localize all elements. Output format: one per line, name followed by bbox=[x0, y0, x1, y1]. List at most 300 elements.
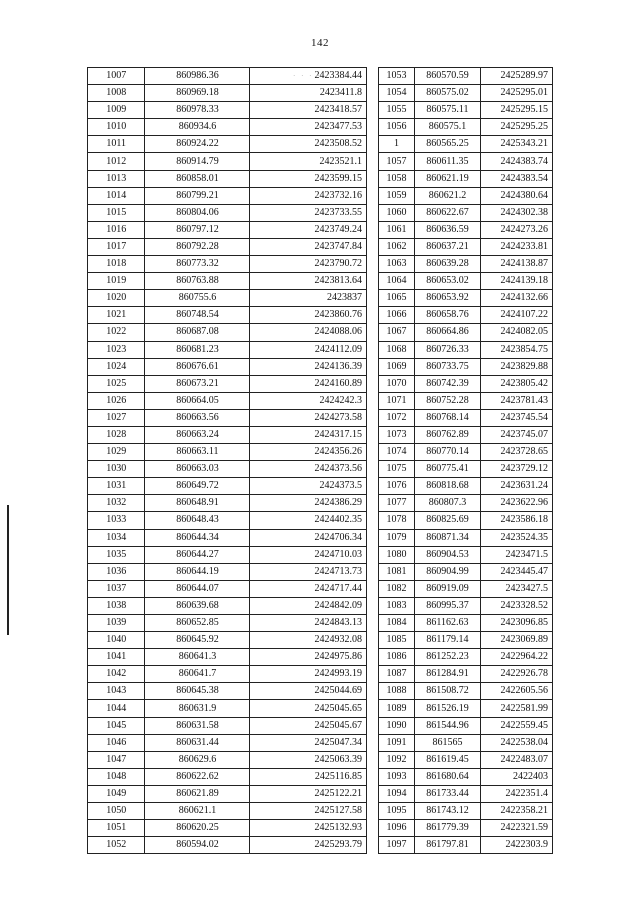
table-row bbox=[379, 751, 553, 768]
x-coordinate: 860639.68 bbox=[145, 597, 250, 614]
table-row bbox=[379, 649, 553, 666]
x-coordinate: 860611.35 bbox=[415, 153, 481, 170]
table-row bbox=[379, 768, 553, 785]
x-coordinate: 860570.59 bbox=[415, 68, 481, 85]
point-number: 1062 bbox=[379, 238, 415, 255]
point-number: 1022 bbox=[88, 324, 145, 341]
x-coordinate: 860637.21 bbox=[415, 238, 481, 255]
point-number: 1081 bbox=[379, 563, 415, 580]
point-number: 1034 bbox=[88, 529, 145, 546]
y-coordinate: 2423418.57 bbox=[250, 102, 367, 119]
x-coordinate: 860663.03 bbox=[145, 461, 250, 478]
table-row bbox=[88, 290, 367, 307]
point-number: 1083 bbox=[379, 597, 415, 614]
y-coordinate: 2422605.56 bbox=[481, 683, 553, 700]
x-coordinate: 860631.44 bbox=[145, 734, 250, 751]
point-number: 1097 bbox=[379, 837, 415, 854]
point-number: 1011 bbox=[88, 136, 145, 153]
point-number: 1031 bbox=[88, 478, 145, 495]
x-coordinate: 860621.19 bbox=[415, 170, 481, 187]
point-number: 1067 bbox=[379, 324, 415, 341]
table-row bbox=[88, 273, 367, 290]
x-coordinate: 860797.12 bbox=[145, 221, 250, 238]
y-coordinate: 2424273.58 bbox=[250, 409, 367, 426]
y-coordinate: 2423728.65 bbox=[481, 444, 553, 461]
x-coordinate: 860664.05 bbox=[145, 392, 250, 409]
y-coordinate: 2423745.07 bbox=[481, 426, 553, 443]
y-coordinate: 2424843.13 bbox=[250, 615, 367, 632]
point-number: 1049 bbox=[88, 785, 145, 802]
table-row bbox=[88, 700, 367, 717]
table-row bbox=[379, 119, 553, 136]
y-coordinate: 2422538.04 bbox=[481, 734, 553, 751]
point-number: 1079 bbox=[379, 529, 415, 546]
table-row bbox=[379, 341, 553, 358]
table-row bbox=[379, 290, 553, 307]
y-coordinate: 2423477.53 bbox=[250, 119, 367, 136]
y-coordinate: 2424356.26 bbox=[250, 444, 367, 461]
point-number: 1026 bbox=[88, 392, 145, 409]
x-coordinate: 861526.19 bbox=[415, 700, 481, 717]
x-coordinate: 860871.34 bbox=[415, 529, 481, 546]
x-coordinate: 860773.32 bbox=[145, 256, 250, 273]
y-coordinate: 2425047.34 bbox=[250, 734, 367, 751]
table-row bbox=[379, 734, 553, 751]
x-coordinate: 861252.23 bbox=[415, 649, 481, 666]
x-coordinate: 860733.75 bbox=[415, 358, 481, 375]
table-row bbox=[88, 546, 367, 563]
y-coordinate: 2424386.29 bbox=[250, 495, 367, 512]
table-row bbox=[379, 785, 553, 802]
coordinates-table-right-body bbox=[379, 68, 553, 854]
point-number: 1025 bbox=[88, 375, 145, 392]
table-row bbox=[88, 649, 367, 666]
x-coordinate: 860621.1 bbox=[145, 803, 250, 820]
table-row bbox=[88, 461, 367, 478]
y-coordinate: 2424273.26 bbox=[481, 221, 553, 238]
table-row bbox=[88, 529, 367, 546]
point-number: 1059 bbox=[379, 187, 415, 204]
y-coordinate: 2425045.67 bbox=[250, 717, 367, 734]
point-number: 1075 bbox=[379, 461, 415, 478]
x-coordinate: 860726.33 bbox=[415, 341, 481, 358]
point-number: 1074 bbox=[379, 444, 415, 461]
y-coordinate: 2424706.34 bbox=[250, 529, 367, 546]
y-coordinate: 2424993.19 bbox=[250, 666, 367, 683]
x-coordinate: 860631.9 bbox=[145, 700, 250, 717]
point-number: 1028 bbox=[88, 426, 145, 443]
y-coordinate: 2423631.24 bbox=[481, 478, 553, 495]
coordinates-table-left bbox=[87, 67, 367, 854]
table-row bbox=[88, 102, 367, 119]
y-coordinate: 2425295.01 bbox=[481, 85, 553, 102]
point-number: 1060 bbox=[379, 204, 415, 221]
table-row bbox=[88, 444, 367, 461]
y-coordinate: 2424932.08 bbox=[250, 632, 367, 649]
x-coordinate: 860565.25 bbox=[415, 136, 481, 153]
table-row bbox=[379, 170, 553, 187]
table-row bbox=[88, 512, 367, 529]
x-coordinate: 860631.58 bbox=[145, 717, 250, 734]
scan-artifact-dots: · · · · bbox=[293, 72, 322, 80]
y-coordinate: 2424717.44 bbox=[250, 580, 367, 597]
x-coordinate: 861619.45 bbox=[415, 751, 481, 768]
table-row bbox=[379, 837, 553, 854]
x-coordinate: 860676.61 bbox=[145, 358, 250, 375]
table-row bbox=[88, 119, 367, 136]
y-coordinate: 2425295.15 bbox=[481, 102, 553, 119]
y-coordinate: 2423599.15 bbox=[250, 170, 367, 187]
y-coordinate: 2422303.9 bbox=[481, 837, 553, 854]
table-row bbox=[379, 495, 553, 512]
table-row bbox=[379, 324, 553, 341]
table-row bbox=[88, 85, 367, 102]
point-number: 1023 bbox=[88, 341, 145, 358]
x-coordinate: 860914.79 bbox=[145, 153, 250, 170]
table-row bbox=[379, 153, 553, 170]
table-row bbox=[88, 717, 367, 734]
y-coordinate: 2424132.66 bbox=[481, 290, 553, 307]
x-coordinate: 861680.64 bbox=[415, 768, 481, 785]
table-row bbox=[379, 238, 553, 255]
x-coordinate: 861179.14 bbox=[415, 632, 481, 649]
point-number: 1014 bbox=[88, 187, 145, 204]
x-coordinate: 860636.59 bbox=[415, 221, 481, 238]
x-coordinate: 860904.99 bbox=[415, 563, 481, 580]
table-row bbox=[88, 256, 367, 273]
y-coordinate: 2422321.59 bbox=[481, 820, 553, 837]
point-number: 1057 bbox=[379, 153, 415, 170]
table-row bbox=[379, 700, 553, 717]
x-coordinate: 860995.37 bbox=[415, 597, 481, 614]
x-coordinate: 860904.53 bbox=[415, 546, 481, 563]
y-coordinate: 2424160.89 bbox=[250, 375, 367, 392]
point-number: 1054 bbox=[379, 85, 415, 102]
point-number: 1020 bbox=[88, 290, 145, 307]
y-coordinate: 2424383.74 bbox=[481, 153, 553, 170]
y-coordinate: 2423837 bbox=[250, 290, 367, 307]
table-row bbox=[88, 153, 367, 170]
y-coordinate: 2423747.84 bbox=[250, 238, 367, 255]
table-row bbox=[88, 204, 367, 221]
table-row bbox=[379, 102, 553, 119]
point-number: 1050 bbox=[88, 803, 145, 820]
point-number: 1085 bbox=[379, 632, 415, 649]
y-coordinate: 2423524.35 bbox=[481, 529, 553, 546]
table-row bbox=[88, 632, 367, 649]
y-coordinate: 2423781.43 bbox=[481, 392, 553, 409]
table-row bbox=[379, 512, 553, 529]
table-row bbox=[88, 683, 367, 700]
y-coordinate: 2425289.97 bbox=[481, 68, 553, 85]
y-coordinate: 2424383.54 bbox=[481, 170, 553, 187]
table-row bbox=[88, 734, 367, 751]
x-coordinate: 860649.72 bbox=[145, 478, 250, 495]
table-row bbox=[379, 273, 553, 290]
table-row bbox=[379, 717, 553, 734]
table-row bbox=[88, 837, 367, 854]
point-number: 1093 bbox=[379, 768, 415, 785]
point-number: 1055 bbox=[379, 102, 415, 119]
y-coordinate: 2422559.45 bbox=[481, 717, 553, 734]
y-coordinate: 2423471.5 bbox=[481, 546, 553, 563]
y-coordinate: 2422926.78 bbox=[481, 666, 553, 683]
x-coordinate: 860648.91 bbox=[145, 495, 250, 512]
y-coordinate: 2422483.07 bbox=[481, 751, 553, 768]
point-number: 1068 bbox=[379, 341, 415, 358]
x-coordinate: 860653.02 bbox=[415, 273, 481, 290]
point-number: 1043 bbox=[88, 683, 145, 700]
point-number: 1090 bbox=[379, 717, 415, 734]
point-number: 1065 bbox=[379, 290, 415, 307]
table-row bbox=[88, 68, 367, 85]
table-row bbox=[379, 409, 553, 426]
table-row bbox=[379, 563, 553, 580]
point-number: 1078 bbox=[379, 512, 415, 529]
y-coordinate: 2423508.52 bbox=[250, 136, 367, 153]
table-row bbox=[379, 68, 553, 85]
point-number: 1027 bbox=[88, 409, 145, 426]
table-row bbox=[379, 580, 553, 597]
table-row bbox=[88, 358, 367, 375]
point-number: 1056 bbox=[379, 119, 415, 136]
x-coordinate: 860858.01 bbox=[145, 170, 250, 187]
x-coordinate: 861565 bbox=[415, 734, 481, 751]
point-number: 1088 bbox=[379, 683, 415, 700]
x-coordinate: 860644.34 bbox=[145, 529, 250, 546]
y-coordinate: 2423622.96 bbox=[481, 495, 553, 512]
point-number: 1033 bbox=[88, 512, 145, 529]
point-number: 1045 bbox=[88, 717, 145, 734]
point-number: 1077 bbox=[379, 495, 415, 512]
table-row bbox=[379, 256, 553, 273]
table-row bbox=[379, 615, 553, 632]
point-number: 1073 bbox=[379, 426, 415, 443]
point-number: 1080 bbox=[379, 546, 415, 563]
y-coordinate: 2425132.93 bbox=[250, 820, 367, 837]
point-number: 1094 bbox=[379, 785, 415, 802]
y-coordinate: 2424842.09 bbox=[250, 597, 367, 614]
y-coordinate: 2423860.76 bbox=[250, 307, 367, 324]
point-number: 1095 bbox=[379, 803, 415, 820]
point-number: 1052 bbox=[88, 837, 145, 854]
x-coordinate: 861733.44 bbox=[415, 785, 481, 802]
x-coordinate: 860648.43 bbox=[145, 512, 250, 529]
point-number: 1021 bbox=[88, 307, 145, 324]
table-row bbox=[379, 820, 553, 837]
point-number: 1082 bbox=[379, 580, 415, 597]
point-number: 1041 bbox=[88, 649, 145, 666]
x-coordinate: 860818.68 bbox=[415, 478, 481, 495]
table-row bbox=[88, 170, 367, 187]
point-number: 1072 bbox=[379, 409, 415, 426]
point-number: 1038 bbox=[88, 597, 145, 614]
table-row bbox=[88, 238, 367, 255]
y-coordinate: 2423749.24 bbox=[250, 221, 367, 238]
x-coordinate: 860748.54 bbox=[145, 307, 250, 324]
point-number: 1037 bbox=[88, 580, 145, 597]
table-row bbox=[379, 461, 553, 478]
y-coordinate: 2423069.89 bbox=[481, 632, 553, 649]
y-coordinate: 2425116.85 bbox=[250, 768, 367, 785]
x-coordinate: 860644.27 bbox=[145, 546, 250, 563]
y-coordinate: 2423096.85 bbox=[481, 615, 553, 632]
x-coordinate: 860673.21 bbox=[145, 375, 250, 392]
table-row bbox=[379, 221, 553, 238]
y-coordinate: 2423829.88 bbox=[481, 358, 553, 375]
point-number: 1051 bbox=[88, 820, 145, 837]
table-row bbox=[88, 563, 367, 580]
point-number: 1030 bbox=[88, 461, 145, 478]
x-coordinate: 860663.11 bbox=[145, 444, 250, 461]
x-coordinate: 860621.89 bbox=[145, 785, 250, 802]
y-coordinate: 2425063.39 bbox=[250, 751, 367, 768]
table-row bbox=[379, 426, 553, 443]
y-coordinate: 2425343.21 bbox=[481, 136, 553, 153]
table-row bbox=[88, 580, 367, 597]
x-coordinate: 860575.1 bbox=[415, 119, 481, 136]
point-number: 1064 bbox=[379, 273, 415, 290]
y-coordinate: 2424107.22 bbox=[481, 307, 553, 324]
x-coordinate: 860934.6 bbox=[145, 119, 250, 136]
y-coordinate: 2424380.64 bbox=[481, 187, 553, 204]
table-row bbox=[88, 341, 367, 358]
table-row bbox=[379, 392, 553, 409]
table-row bbox=[88, 392, 367, 409]
table-row bbox=[88, 785, 367, 802]
point-number: 1053 bbox=[379, 68, 415, 85]
table-row bbox=[379, 358, 553, 375]
x-coordinate: 860969.18 bbox=[145, 85, 250, 102]
y-coordinate: 2425122.21 bbox=[250, 785, 367, 802]
point-number: 1096 bbox=[379, 820, 415, 837]
table-row bbox=[88, 820, 367, 837]
point-number: 1010 bbox=[88, 119, 145, 136]
table-row bbox=[88, 375, 367, 392]
table-row bbox=[379, 529, 553, 546]
y-coordinate: 2423729.12 bbox=[481, 461, 553, 478]
x-coordinate: 860770.14 bbox=[415, 444, 481, 461]
table-row bbox=[379, 597, 553, 614]
y-coordinate: 2424082.05 bbox=[481, 324, 553, 341]
x-coordinate: 860687.08 bbox=[145, 324, 250, 341]
x-coordinate: 860807.3 bbox=[415, 495, 481, 512]
point-number: 1019 bbox=[88, 273, 145, 290]
x-coordinate: 860924.22 bbox=[145, 136, 250, 153]
table-row bbox=[379, 803, 553, 820]
x-coordinate: 860575.02 bbox=[415, 85, 481, 102]
point-number: 1018 bbox=[88, 256, 145, 273]
x-coordinate: 860645.38 bbox=[145, 683, 250, 700]
point-number: 1092 bbox=[379, 751, 415, 768]
y-coordinate: 2424242.3 bbox=[250, 392, 367, 409]
y-coordinate: 2422964.22 bbox=[481, 649, 553, 666]
x-coordinate: 860641.3 bbox=[145, 649, 250, 666]
x-coordinate: 860622.67 bbox=[415, 204, 481, 221]
x-coordinate: 860762.89 bbox=[415, 426, 481, 443]
point-number: 1061 bbox=[379, 221, 415, 238]
x-coordinate: 860575.11 bbox=[415, 102, 481, 119]
table-row bbox=[88, 187, 367, 204]
point-number: 1013 bbox=[88, 170, 145, 187]
point-number: 1029 bbox=[88, 444, 145, 461]
y-coordinate: 2424139.18 bbox=[481, 273, 553, 290]
x-coordinate: 860763.88 bbox=[145, 273, 250, 290]
y-coordinate: 2425295.25 bbox=[481, 119, 553, 136]
y-coordinate: 2423411.8 bbox=[250, 85, 367, 102]
point-number: 1009 bbox=[88, 102, 145, 119]
x-coordinate: 860804.06 bbox=[145, 204, 250, 221]
x-coordinate: 860792.28 bbox=[145, 238, 250, 255]
x-coordinate: 861743.12 bbox=[415, 803, 481, 820]
point-number: 1048 bbox=[88, 768, 145, 785]
x-coordinate: 860775.41 bbox=[415, 461, 481, 478]
table-row bbox=[88, 409, 367, 426]
y-coordinate: 2423586.18 bbox=[481, 512, 553, 529]
y-coordinate: 2425127.58 bbox=[250, 803, 367, 820]
x-coordinate: 860594.02 bbox=[145, 837, 250, 854]
point-number: 1063 bbox=[379, 256, 415, 273]
table-row bbox=[88, 324, 367, 341]
point-number: 1087 bbox=[379, 666, 415, 683]
table-row bbox=[88, 666, 367, 683]
x-coordinate: 860639.28 bbox=[415, 256, 481, 273]
x-coordinate: 860658.76 bbox=[415, 307, 481, 324]
x-coordinate: 861162.63 bbox=[415, 615, 481, 632]
table-row bbox=[379, 683, 553, 700]
point-number: 1069 bbox=[379, 358, 415, 375]
x-coordinate: 860663.56 bbox=[145, 409, 250, 426]
y-coordinate: 2423745.54 bbox=[481, 409, 553, 426]
y-coordinate: 2424136.39 bbox=[250, 358, 367, 375]
x-coordinate: 860622.62 bbox=[145, 768, 250, 785]
table-row bbox=[88, 221, 367, 238]
x-coordinate: 861508.72 bbox=[415, 683, 481, 700]
x-coordinate: 860825.69 bbox=[415, 512, 481, 529]
x-coordinate: 860641.7 bbox=[145, 666, 250, 683]
y-coordinate: 2425044.69 bbox=[250, 683, 367, 700]
x-coordinate: 860919.09 bbox=[415, 580, 481, 597]
y-coordinate: 2425293.79 bbox=[250, 837, 367, 854]
point-number: 1012 bbox=[88, 153, 145, 170]
x-coordinate: 861544.96 bbox=[415, 717, 481, 734]
x-coordinate: 860644.07 bbox=[145, 580, 250, 597]
x-coordinate: 860986.36 bbox=[145, 68, 250, 85]
table-row bbox=[379, 444, 553, 461]
point-number: 1066 bbox=[379, 307, 415, 324]
x-coordinate: 860653.92 bbox=[415, 290, 481, 307]
point-number: 1007 bbox=[88, 68, 145, 85]
coordinates-table-left-body bbox=[88, 68, 367, 854]
y-coordinate: 2424088.06 bbox=[250, 324, 367, 341]
y-coordinate: 2423445.47 bbox=[481, 563, 553, 580]
x-coordinate: 861797.81 bbox=[415, 837, 481, 854]
y-coordinate: 2423790.72 bbox=[250, 256, 367, 273]
table-row bbox=[88, 803, 367, 820]
y-coordinate: 2424713.73 bbox=[250, 563, 367, 580]
table-row bbox=[88, 751, 367, 768]
y-coordinate: 2424373.56 bbox=[250, 461, 367, 478]
y-coordinate: 2423328.52 bbox=[481, 597, 553, 614]
x-coordinate: 860752.28 bbox=[415, 392, 481, 409]
x-coordinate: 860978.33 bbox=[145, 102, 250, 119]
x-coordinate: 860645.92 bbox=[145, 632, 250, 649]
table-row bbox=[379, 307, 553, 324]
y-coordinate: 2424975.86 bbox=[250, 649, 367, 666]
x-coordinate: 860799.21 bbox=[145, 187, 250, 204]
y-coordinate: 2422351.4 bbox=[481, 785, 553, 802]
table-row bbox=[88, 478, 367, 495]
